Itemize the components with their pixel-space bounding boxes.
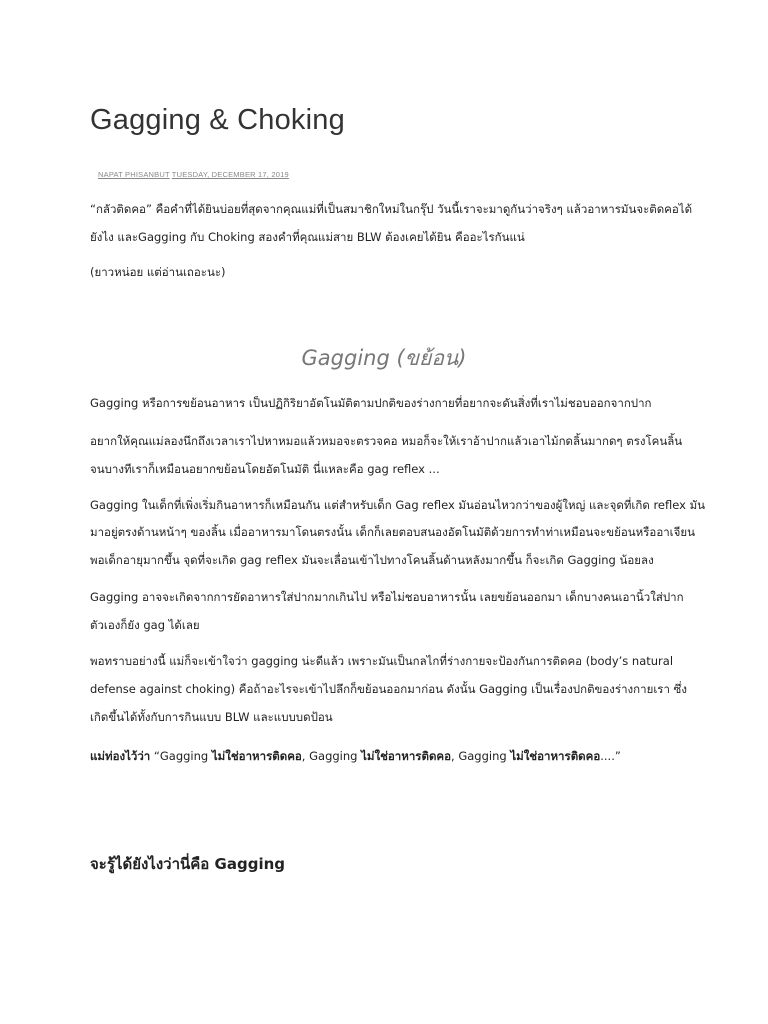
mantra-normal-4: ....” <box>600 749 621 763</box>
paragraph-4-line-1: Gagging อาจจะเกิดจากการยัดอาหารใส่ปากมากเกินไป หรือไม่ชอบอาหารนั้น เลยขย้อนออกมา เด็กบางคนเอานิ้วใส่ปาก <box>90 590 684 604</box>
intro-note: (ยาวหน่อย แต่อ่านเถอะนะ) <box>90 265 226 279</box>
paragraph-4-line-2: ตัวเองก็ยัง gag ได้เลย <box>90 618 200 632</box>
paragraph-3-line-3: พอเด็กอายุมากขึ้น จุดที่จะเกิด gag reflex มันจะเลื่อนเข้าไปทางโคนลิ้นด้านหลังมากขึ้น ก็จะเกิด Gagging น้อยลง <box>90 553 654 567</box>
mantra-bold-2: ไม่ใช่อาหารติดคอ <box>211 749 302 763</box>
intro-line-1: “กลัวติดคอ” คือคำที่ได้ยินบ่อยที่สุดจากคุณแม่ที่เป็นสมาชิกใหม่ในกรุ๊ป วันนี้เราจะมาดูกันว่าจริงๆ แล้วอาหารมันจะติดคอได้ <box>90 202 693 216</box>
mantra-normal-2: , Gagging <box>301 749 362 763</box>
mantra-bold-3: ไม่ใช่อาหารติดคอ <box>361 749 452 763</box>
paragraph-5-line-2: defense against choking) คือถ้าอะไรจะเข้าไปลึกก็ขย้อนออกมาก่อน ดังนั้น Gagging เป็นเรื่องปกติของร่างกายเรา ซึ่ง <box>90 682 687 696</box>
author-link[interactable]: NAPAT PHISANBUT <box>98 170 170 179</box>
paragraph-1: Gagging หรือการขย้อนอาหาร เป็นปฏิกิริยาอัตโนมัติตามปกติของร่างกายที่อยากจะดันสิ่งที่เราไม่ชอบออกจากปาก <box>90 396 652 410</box>
section-heading-gagging: Gagging (ขย้อน) <box>301 346 467 370</box>
post-title: Gagging & Choking <box>90 104 345 136</box>
paragraph-6-mantra <box>90 743 621 770</box>
mantra-normal-1: “Gagging <box>150 749 212 763</box>
mantra-bold-4: ไม่ใช่อาหารติดคอ <box>510 749 601 763</box>
paragraph-2-line-1: อยากให้คุณแม่ลองนึกถึงเวลาเราไปหาหมอแล้วหมอจะตรวจคอ หมอก็จะให้เราอ้าปากแล้วเอาไม้กดลิ้นมากดๆ ตรงโคนลิ้น <box>90 434 683 448</box>
paragraph-5-line-1: พอทราบอย่างนี้ แม่ก็จะเข้าใจว่า gagging น่ะดีแล้ว เพราะมันเป็นกลไกที่ร่างกายจะป้องกันการติดคอ (body’s natural <box>90 654 674 668</box>
post-meta <box>98 170 289 179</box>
date-link[interactable]: TUESDAY, DECEMBER 17, 2019 <box>171 170 289 179</box>
paragraph-2-line-2: จนบางทีเราก็เหมือนอยากขย้อนโดยอัตโนมัติ นี่แหละคือ gag reflex ... <box>90 462 440 476</box>
intro-line-2: ยังไง และGagging กับ Choking สองคำที่คุณแม่สาย BLW ต้องเคยได้ยิน คืออะไรกันแน่ <box>90 230 525 244</box>
paragraph-5-line-3: เกิดขึ้นได้ทั้งกับการกินแบบ BLW และแบบบดป้อน <box>90 710 333 724</box>
paragraph-3-line-1: Gagging ในเด็กที่เพิ่งเริ่มกินอาหารก็เหมือนกัน แต่สำหรับเด็ก Gag reflex มันอ่อนไหวกว่าของผู้ใหญ่ และจุดที่เกิด reflex มัน <box>90 498 706 512</box>
mantra-bold-1: แม่ท่องไว้ว่า <box>90 749 151 763</box>
mantra-normal-3: , Gagging <box>451 749 511 763</box>
paragraph-3-line-2: มาอยู่ตรงด้านหน้าๆ ของลิ้น เมื่ออาหารมาโดนตรงนั้น เด็กก็เลยตอบสนองอัตโนมัติด้วยการทำท่าเหมือนจะขย้อนหรืออาเจียน <box>90 525 695 539</box>
subsection-heading: จะรู้ได้ยังไงว่านี่คือ Gagging <box>90 855 285 873</box>
